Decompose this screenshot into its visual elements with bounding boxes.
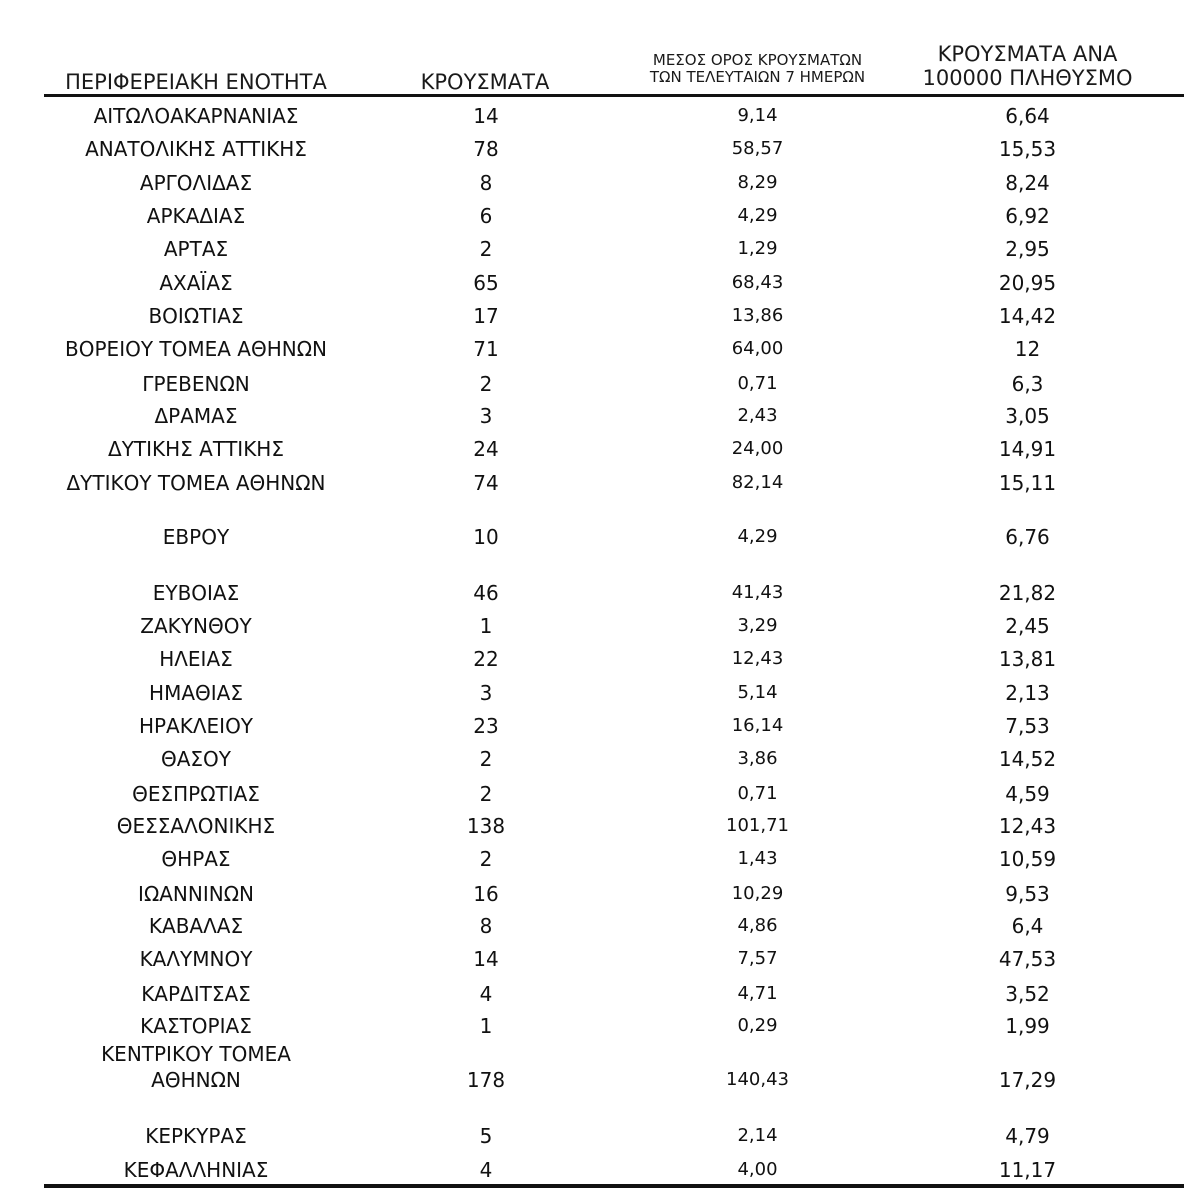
seven-day-average-value: 8,29 (737, 172, 778, 193)
cases-value: 5 (479, 1124, 493, 1148)
cases-per-100000-value: 20,95 (998, 271, 1057, 295)
region-name: ΗΡΑΚΛΕΙΟΥ (138, 714, 254, 738)
cases-value: 178 (466, 1068, 506, 1092)
header-average-line-1: ΜΕΣΟΣ ΟΡΟΣ ΚΡΟΥΣΜΑΤΩΝ (652, 51, 863, 69)
region-name: ΘΕΣΣΑΛΟΝΙΚΗΣ (116, 814, 276, 838)
region-name: ΑΡΤΑΣ (163, 237, 229, 261)
cases-per-100000-value: 2,45 (1005, 614, 1050, 638)
seven-day-average-value: 1,43 (737, 848, 778, 869)
region-name: ΚΕΡΚΥΡΑΣ (145, 1124, 247, 1148)
cases-value: 23 (473, 714, 499, 738)
cases-value: 4 (479, 982, 493, 1006)
cases-per-100000-value: 9,53 (1005, 882, 1050, 906)
cases-per-100000-value: 10,59 (998, 847, 1057, 871)
header-average-line-2: ΤΩΝ ΤΕΛΕΥΤΑΙΩΝ 7 ΗΜΕΡΩΝ (649, 68, 866, 87)
cases-value: 2 (479, 747, 493, 771)
cases-value: 10 (473, 525, 499, 549)
seven-day-average-value: 1,29 (737, 238, 778, 259)
seven-day-average-value: 58,57 (731, 138, 784, 159)
cases-per-100000-value: 12,43 (998, 814, 1057, 838)
cases-value: 71 (473, 337, 499, 361)
region-name: ΚΑΛΥΜΝΟΥ (139, 947, 253, 971)
cases-per-100000-value: 17,29 (998, 1068, 1057, 1092)
seven-day-average-value: 2,43 (737, 405, 778, 426)
cases-value: 2 (479, 372, 493, 396)
seven-day-average-value: 4,71 (737, 983, 778, 1004)
region-name: ΚΑΣΤΟΡΙΑΣ (140, 1014, 252, 1038)
cases-per-100000-value: 15,11 (998, 471, 1057, 495)
cases-value: 74 (473, 471, 499, 495)
cases-value: 4 (479, 1158, 493, 1182)
seven-day-average-value: 101,71 (726, 815, 789, 836)
cases-value: 3 (479, 404, 493, 428)
header-cases-label: ΚΡΟΥΣΜΑΤΑ (420, 70, 550, 94)
seven-day-average-value: 16,14 (731, 715, 784, 736)
header-per-100000-line-2: 100000 ΠΛΗΘΥΣΜΟ (922, 66, 1133, 91)
region-name: ΑΝΑΤΟΛΙΚΗΣ ΑΤΤΙΚΗΣ (85, 137, 307, 161)
region-name: ΑΡΓΟΛΙΔΑΣ (139, 171, 253, 195)
region-name: ΖΑΚΥΝΘΟΥ (140, 614, 252, 638)
cases-value: 78 (473, 137, 499, 161)
region-name: ΔΥΤΙΚΗΣ ΑΤΤΙΚΗΣ (108, 437, 284, 461)
region-name: ΚΑΒΑΛΑΣ (148, 914, 244, 938)
seven-day-average-value: 64,00 (731, 338, 784, 359)
cases-per-100000-value: 1,99 (1005, 1014, 1050, 1038)
region-name: ΙΩΑΝΝΙΝΩΝ (138, 882, 254, 906)
cases-per-100000-value: 11,17 (998, 1158, 1057, 1182)
seven-day-average-value: 41,43 (731, 582, 784, 603)
seven-day-average-value: 10,29 (731, 883, 784, 904)
cases-value: 14 (473, 947, 499, 971)
seven-day-average-value: 0,29 (737, 1015, 778, 1036)
seven-day-average-value: 3,86 (737, 748, 778, 769)
cases-per-100000-value: 3,05 (1005, 404, 1050, 428)
region-name: ΑΧΑΪΑΣ (159, 271, 233, 295)
cases-value: 6 (479, 204, 493, 228)
seven-day-average-value: 140,43 (726, 1069, 789, 1090)
seven-day-average-value: 82,14 (731, 472, 784, 493)
seven-day-average-value: 5,14 (737, 682, 778, 703)
seven-day-average-value: 9,14 (737, 105, 778, 126)
region-name: ΔΡΑΜΑΣ (154, 404, 238, 428)
cases-per-100000-value: 14,91 (998, 437, 1057, 461)
cases-value: 65 (473, 271, 499, 295)
region-name: ΑΡΚΑΔΙΑΣ (146, 204, 246, 228)
header-region-label: ΠΕΡΙΦΕΡΕΙΑΚΗ ΕΝΟΤΗΤΑ (65, 70, 327, 94)
cases-per-100000-value: 12 (1014, 337, 1041, 361)
cases-value: 16 (473, 882, 499, 906)
cases-per-100000-value: 8,24 (1005, 171, 1050, 195)
region-name: ΘΑΣΟΥ (160, 747, 232, 771)
cases-per-100000-value: 6,76 (1005, 525, 1050, 549)
region-name: ΒΟΙΩΤΙΑΣ (148, 304, 244, 328)
cases-per-100000-value: 4,59 (1005, 782, 1050, 806)
cases-per-100000-value: 3,52 (1005, 982, 1050, 1006)
region-name: ΕΒΡΟΥ (162, 525, 230, 549)
seven-day-average-value: 7,57 (737, 948, 778, 969)
seven-day-average-value: 4,29 (737, 205, 778, 226)
region-name-line-2: ΑΘΗΝΩΝ (151, 1068, 241, 1092)
region-name: ΘΕΣΠΡΩΤΙΑΣ (132, 782, 260, 806)
cases-per-100000-value: 4,79 (1005, 1124, 1050, 1148)
table-bottom-border (44, 1184, 1184, 1188)
cases-value: 2 (479, 847, 493, 871)
seven-day-average-value: 3,29 (737, 615, 778, 636)
cases-value: 3 (479, 681, 493, 705)
seven-day-average-value: 68,43 (731, 272, 784, 293)
cases-per-100000-value: 6,3 (1011, 372, 1044, 396)
cases-per-100000-value: 13,81 (998, 647, 1057, 671)
cases-per-100000-value: 14,52 (998, 747, 1057, 771)
seven-day-average-value: 0,71 (737, 373, 778, 394)
seven-day-average-value: 0,71 (737, 783, 778, 804)
cases-per-100000-value: 6,92 (1005, 204, 1050, 228)
cases-value: 1 (479, 614, 493, 638)
region-name: ΓΡΕΒΕΝΩΝ (142, 372, 250, 396)
seven-day-average-value: 24,00 (731, 438, 784, 459)
region-name: ΗΜΑΘΙΑΣ (149, 681, 243, 705)
cases-value: 8 (479, 914, 493, 938)
cases-per-100000-value: 2,13 (1005, 681, 1050, 705)
cases-per-100000-value: 14,42 (998, 304, 1057, 328)
seven-day-average-value: 4,86 (737, 915, 778, 936)
region-name: ΑΙΤΩΛΟΑΚΑΡΝΑΝΙΑΣ (93, 104, 299, 128)
cases-value: 1 (479, 1014, 493, 1038)
region-name: ΒΟΡΕΙΟΥ ΤΟΜΕΑ ΑΘΗΝΩΝ (65, 337, 327, 361)
cases-per-100000-value: 6,4 (1011, 914, 1044, 938)
cases-value: 46 (473, 581, 499, 605)
cases-value: 24 (473, 437, 499, 461)
region-name: ΕΥΒΟΙΑΣ (152, 581, 240, 605)
cases-per-100000-value: 2,95 (1005, 237, 1050, 261)
region-name-line-1: ΚΕΝΤΡΙΚΟΥ ΤΟΜΕΑ (101, 1042, 291, 1066)
cases-per-100000-value: 15,53 (998, 137, 1057, 161)
cases-value: 8 (479, 171, 493, 195)
region-name: ΚΕΦΑΛΛΗΝΙΑΣ (123, 1158, 269, 1182)
seven-day-average-value: 13,86 (731, 305, 784, 326)
seven-day-average-value: 4,00 (737, 1159, 778, 1180)
region-name: ΗΛΕΙΑΣ (159, 647, 233, 671)
seven-day-average-value: 12,43 (731, 648, 784, 669)
cases-per-100000-value: 47,53 (998, 947, 1057, 971)
region-name: ΘΗΡΑΣ (161, 847, 231, 871)
seven-day-average-value: 4,29 (737, 526, 778, 547)
region-name: ΚΑΡΔΙΤΣΑΣ (141, 982, 251, 1006)
seven-day-average-value: 2,14 (737, 1125, 778, 1146)
header-per-100000-line-1: ΚΡΟΥΣΜΑΤΑ ΑΝΑ (937, 42, 1118, 66)
cases-value: 138 (466, 814, 506, 838)
cases-value: 17 (473, 304, 499, 328)
cases-value: 2 (479, 237, 493, 261)
cases-per-100000-value: 6,64 (1005, 104, 1050, 128)
cases-value: 14 (473, 104, 499, 128)
cases-value: 2 (479, 782, 493, 806)
region-name: ΔΥΤΙΚΟΥ ΤΟΜΕΑ ΑΘΗΝΩΝ (66, 471, 326, 495)
region-name (36, 1041, 356, 1093)
cases-value: 22 (473, 647, 499, 671)
cases-per-100000-value: 7,53 (1005, 714, 1050, 738)
cases-per-100000-value: 21,82 (998, 581, 1057, 605)
